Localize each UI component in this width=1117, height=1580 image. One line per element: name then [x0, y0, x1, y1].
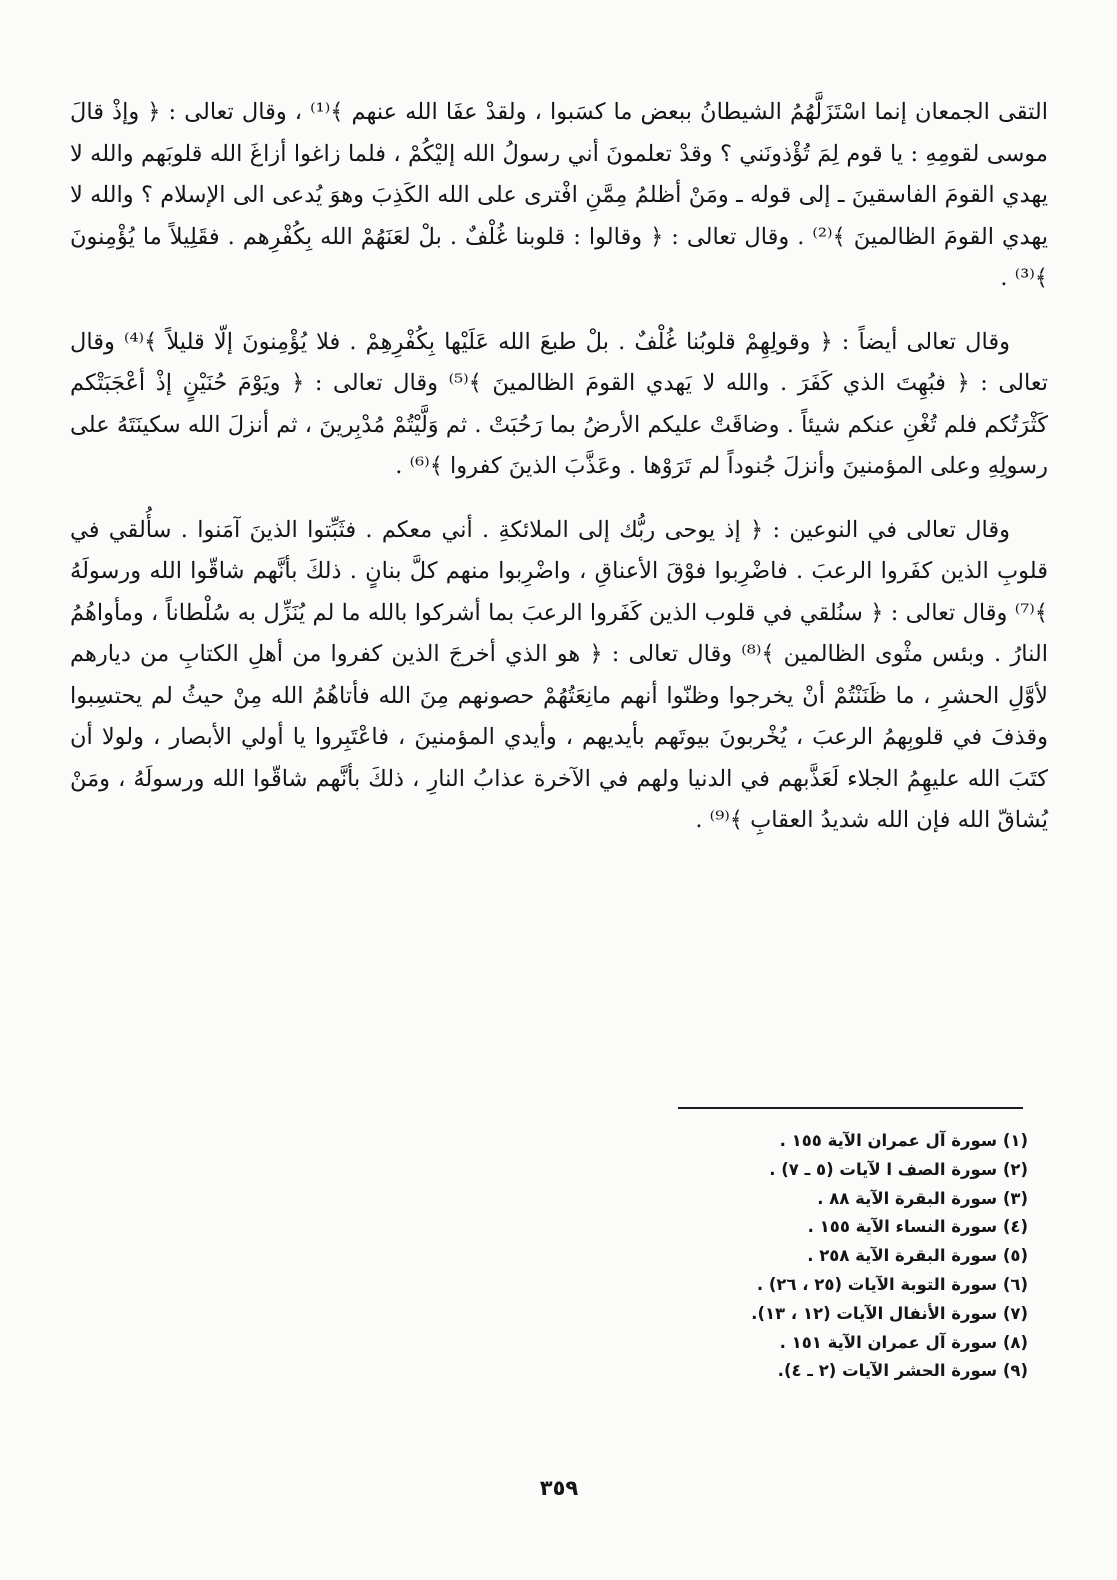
footnote-7: (٧) سورة الأنفال الآيات (١٢ ، ١٣). — [751, 1303, 1028, 1323]
footnote-3: (٣) سورة البقرة الآية ٨٨ . — [817, 1188, 1028, 1208]
footnote-divider — [678, 1107, 1023, 1109]
footnote-6: (٦) سورة التوبة الآيات (٢٥ ، ٢٦) . — [756, 1274, 1028, 1294]
footnote-5: (٥) سورة البقرة الآية ٢٥٨ . — [807, 1246, 1028, 1266]
footnote-8: (٨) سورة آل عمران الآية ١٥١ . — [779, 1332, 1028, 1352]
footnote-4: (٤) سورة النساء الآية ١٥٥ . — [807, 1217, 1028, 1237]
footnote-2: (٢) سورة الصف ا لآيات (٥ ـ ٧) . — [769, 1159, 1028, 1179]
footnote-9: (٩) سورة الحشر الآيات (٢ ـ ٤). — [777, 1361, 1028, 1381]
page-content — [70, 92, 1048, 1552]
footnotes-list — [428, 1127, 1028, 1386]
footnote-1: (١) سورة آل عمران الآية ١٥٥ . — [779, 1131, 1028, 1150]
page-number: ٣٥٩ — [539, 1476, 579, 1500]
body-paragraph-1: التقى الجمعان إنما اسْتَزَلَّهُمُ الشيطانُ ببعض ما كسَبوا ، ولقدْ عفَا الله عنهم ﴾⁽¹⁾ ، وقال تعالى : ﴿ وإذْ قالَ موسى لقومِهِ : يا قوم لِمَ تُؤْذونَني ؟ وقدْ تعلمونَ أني رسولُ الله إليْكُمْ ، فلما زاغوا أزاغَ الله قلوبَهم والله لا يهدي القومَ الفاسقينَ ـ إلى قوله ـ ومَنْ أظلمُ مِمَّنِ افْترى على الله الكَذِبَ وهوَ يُدعى الى الإسلام ؟ والله لا يهدي القومَ الظالمينَ ﴾⁽²⁾ . وقال تعالى : ﴿ وقالوا : قلوبنا غُلْفٌ . بلْ لعَنَهُمْ الله بِكُفْرِهم . فقَلِيلاً ما يُؤْمِنونَ ﴾⁽³⁾ . — [70, 99, 1049, 291]
body-paragraph-2: وقال تعالى أيضاً : ﴿ وقولِهِمْ قلوبُنا غُلْفٌ . بلْ طبعَ الله عَلَيْها بِكُفْرِهِمْ . فلا يُؤْمِنونَ إلّا قليلاً ﴾⁽⁴⁾ وقال تعالى : ﴿ فبُهِتَ الذي كَفَرَ . والله لا يَهدي القومَ الظالمينَ ﴾⁽⁵⁾ وقال تعالى : ﴿ ويَوْمَ حُنَيْنٍ إذْ أعْجَبَتْكم كَثْرَتُكم فلم تُغْنِ عنكم شيئاً . وضاقَتْ عليكم الأرضُ بما رَحُبَتْ . ثم وَلَّيْتُمْ مُدْبِرينَ ، ثم أنزلَ الله سكينَتَهُ على رسولِهِ وعلى المؤمنينَ وأنزلَ جُنوداً لم تَرَوْها . وعَذَّبَ الذينَ كفروا ﴾⁽⁶⁾ . — [70, 328, 1048, 479]
body-paragraph-3: وقال تعالى في النوعين : ﴿ إذ يوحى ربُّك إلى الملائكةِ . أني معكم . فثَبِّتوا الذينَ آمَنوا . سأُلقي في قلوبِ الذين كفَروا الرعبَ . فاضْرِبوا فوْقَ الأعناقِ ، واضْرِبوا منهم كلَّ بنانٍ . ذلكَ بأنَّهم شاقّوا الله ورسولَهُ ﴾⁽⁷⁾ وقال تعالى : ﴿ سنُلقي في قلوب الذين كَفَروا الرعبَ بما أشركوا بالله ما لم يُنَزِّل به سُلْطاناً ، ومأواهُمُ النارُ . وبئس مثْوى الظالمين ﴾⁽⁸⁾ وقال تعالى : ﴿ هو الذي أخرجَ الذين كفروا من أهلِ الكتابِ من ديارهم لأوَّلِ الحشرِ ، ما ظَنَنْتُمْ أنْ يخرجوا وظنّوا أنهم مانِعَتُهُمْ حصونهم مِنَ الله فأتاهُمُ الله مِنْ حيثُ لم يحتسِبوا وقذفَ في قلوبِهمُ الرعبَ ، يُخْربونَ بيوتَهم بأيديهم ، وأيدي المؤمنينَ ، فاعْتَبِروا يا أولي الأبصار ، ولولا أن كتَبَ الله عليهِمُ الجلاء لَعَذَّبهم في الدنيا ولهم في الآخرة عذابُ النارِ ، ذلكَ بأنَّهم شاقّوا الله ورسولَهُ ، ومَنْ يُشاقّ الله فإن الله شديدُ العقابِ ﴾⁽⁹⁾ . — [70, 516, 1048, 833]
